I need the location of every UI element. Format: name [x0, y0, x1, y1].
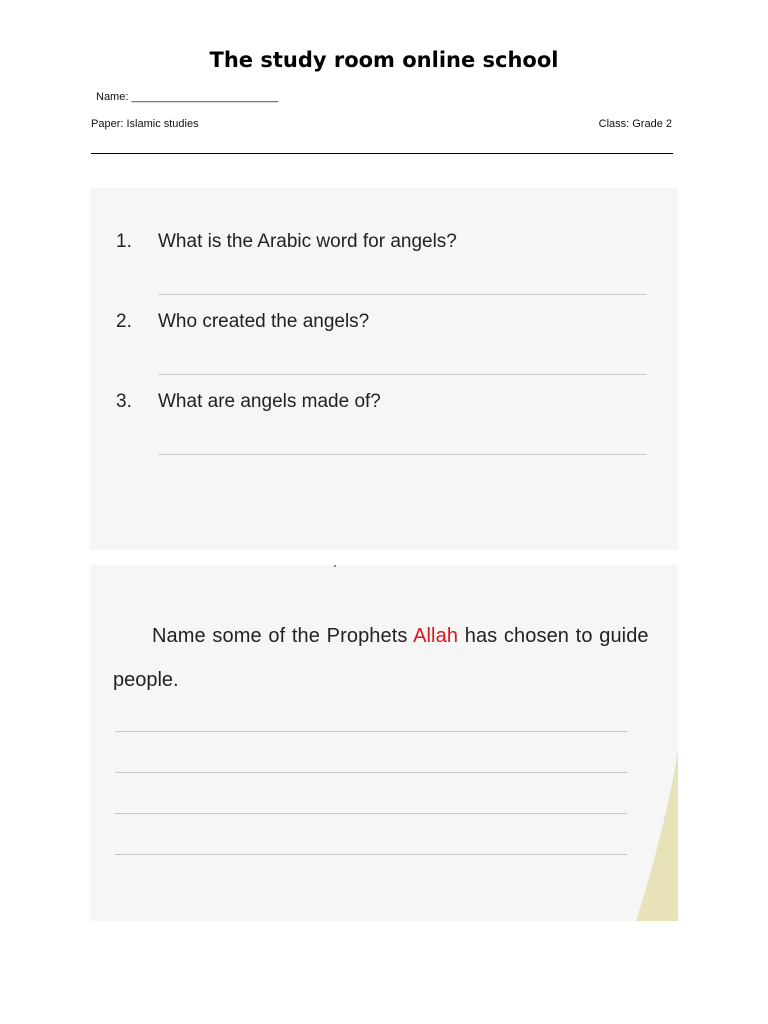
question-1-number: 1. [116, 231, 132, 252]
question-3-number: 3. [116, 391, 132, 412]
prophet-answer-line-4[interactable] [115, 854, 627, 855]
prophets-prompt [152, 625, 649, 648]
prompt-highlight-word: Allah [413, 625, 459, 647]
question-1-text: What is the Arabic word for angels? [158, 231, 457, 252]
prophets-panel [90, 565, 678, 921]
prophets-prompt-continued: people. [113, 669, 179, 691]
paper-subject-label: Paper: Islamic studies [91, 118, 199, 130]
prompt-text-before: Name some of the Prophets [152, 625, 408, 647]
prophet-answer-line-1[interactable] [115, 731, 627, 732]
question-3-answer-line[interactable] [158, 454, 646, 455]
prompt-text-after: has chosen to guide [464, 625, 649, 647]
decorative-swoosh [634, 721, 678, 921]
prophet-answer-line-3[interactable] [115, 813, 627, 814]
question-2-number: 2. [116, 311, 132, 332]
class-grade-label: Class: Grade 2 [598, 118, 672, 130]
worksheet-title: The study room online school [209, 48, 559, 72]
name-field-label: Name: ________________________ [96, 91, 279, 103]
header-divider [91, 153, 673, 154]
question-2-text: Who created the angels? [158, 311, 370, 332]
prophet-answer-line-2[interactable] [115, 772, 627, 773]
question-2-answer-line[interactable] [158, 374, 646, 375]
scan-speck [334, 565, 336, 567]
question-3-text: What are angels made of? [158, 391, 381, 412]
questions-panel [90, 188, 678, 550]
question-1-answer-line[interactable] [158, 294, 646, 295]
